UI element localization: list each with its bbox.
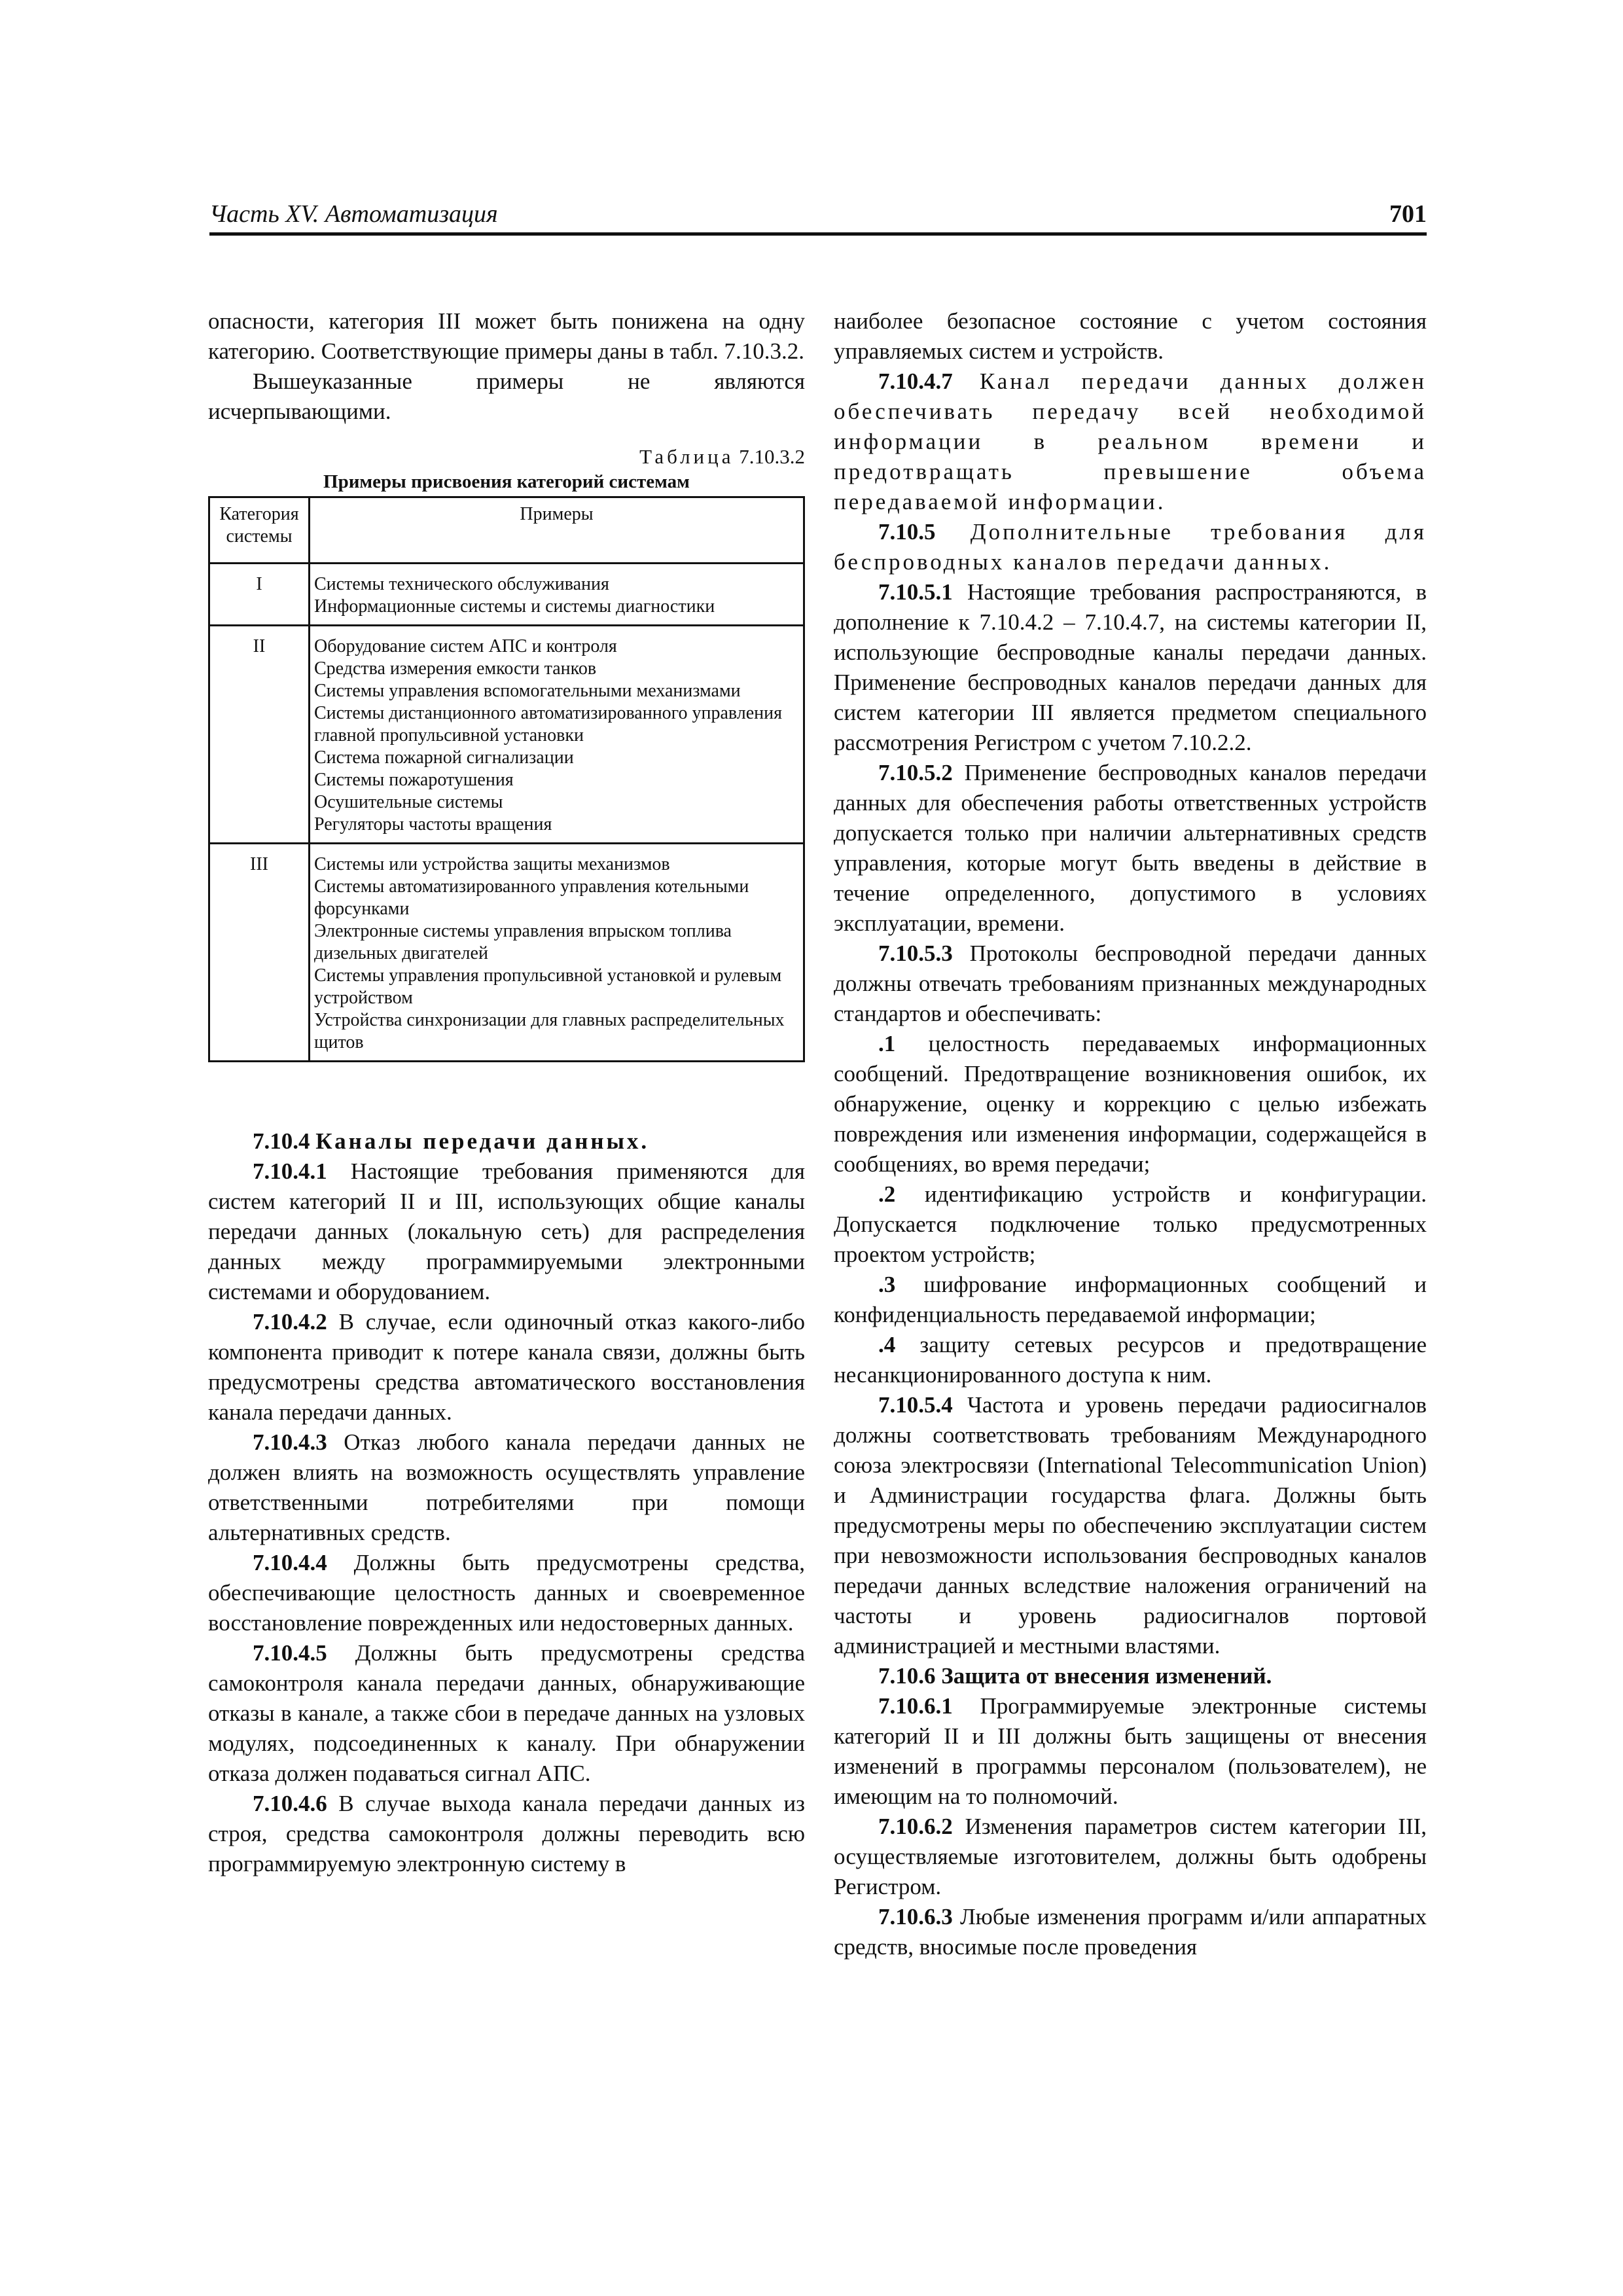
section-7-10-5-2 [834,758,1427,939]
section-7-10-5-3 [834,939,1427,1029]
item-number: .3 [878,1272,896,1297]
example-item: Системы технического обслуживания [314,574,609,594]
section-number: 7.10.4.1 [253,1158,327,1184]
section-7-10-6-3 [834,1902,1427,1962]
header-examples: Примеры [310,497,804,564]
section-number: 7.10.5.3 [878,941,953,966]
section-text: В случае выхода канала передачи данных из строя, средства самоконтроля должны переводить всю программируемую электронную систему в [208,1791,805,1876]
section-number: 7.10.4.4 [253,1550,327,1575]
example-item: Системы автоматизированного управления котельными форсунками [314,876,749,919]
section-7-10-5-4 [834,1390,1427,1661]
table-caption-label: Таблица [639,445,734,468]
section-heading-text: Защита от внесения изменений. [941,1663,1272,1689]
categories-table [208,496,805,1062]
header-category: Категория системы [209,497,310,564]
list-item [834,1270,1427,1330]
section-text: Протоколы беспроводной передачи данных должны отвечать требованиям признанных международных стандартов и обеспечивать: [834,941,1427,1026]
section-7-10-4-1 [208,1157,805,1307]
section-7-10-6-heading [834,1661,1427,1691]
section-number: 7.10.6 [878,1663,936,1689]
item-text: целостность передаваемых информационных сообщений. Предотвращение возникновения ошибок, их обнаружение, оценку и коррекцию с целью избежать повреждения или изменения информации, содержащейся в сообщениях, во время передачи; [834,1031,1427,1177]
section-text: Настоящие требования применяются для систем категорий II и III, использующих общие каналы передачи данных (локальную сеть) для распределения данных между программируемыми электронными системами и оборудованием. [208,1158,805,1304]
examples-cell [310,626,804,844]
page-number: 701 [1389,200,1427,228]
list-item [834,1179,1427,1270]
section-heading-text: Дополнительные требования для беспроводных каналов передачи данных. [834,519,1427,575]
example-item: Системы управления вспомогательными механизмами [314,681,741,701]
section-text: Программируемые электронные системы категорий II и III должны быть защищены от внесения изменений в программы персоналом (пользователем), не имеющим на то полномочий. [834,1693,1427,1809]
left-column [208,306,805,1879]
category-cell: I [209,564,310,626]
section-7-10-5-heading [834,517,1427,577]
list-item [834,1029,1427,1179]
item-number: .2 [878,1181,896,1207]
table-caption [208,444,805,470]
section-text: Канал передачи данных должен обеспечивать передачу всей необходимой информации в реальном времени и предотвращать превышение объема передаваемой информации. [834,368,1427,514]
section-7-10-4-4 [208,1548,805,1638]
example-item: Устройства синхронизации для главных распределительных щитов [314,1010,785,1052]
table-caption-number: 7.10.3.2 [739,445,805,468]
running-title: Часть XV. Автоматизация [209,200,498,228]
section-text: Отказ любого канала передачи данных не должен влиять на возможность осуществлять управление ответственными потребителями при помощи альтернативных средств. [208,1429,806,1545]
section-number: 7.10.4.6 [253,1791,327,1816]
section-7-10-4-5 [208,1638,805,1789]
continuation-paragraph: наиболее безопасное состояние с учетом состояния управляемых систем и устройств. [834,308,1427,364]
example-item: Средства измерения емкости танков [314,658,597,679]
not-exhaustive-paragraph: Вышеуказанные примеры не являются исчерпывающими. [208,368,805,424]
section-7-10-4-heading [208,1126,805,1157]
section-text: Применение беспроводных каналов передачи данных для обеспечения работы ответственных устройств допускается только при наличии альтернативных средств управления, которые могут быть введены в действие в течение определенного, допустимого в условиях эксплуатации, времени. [834,760,1427,936]
section-number: 7.10.4.3 [253,1429,327,1455]
section-number: 7.10.5.4 [878,1392,953,1418]
section-text: Изменения параметров систем категории III, осуществляемые изготовителем, должны быть одобрены Регистром. [834,1814,1427,1899]
section-number: 7.10.4.7 [878,368,953,394]
section-number: 7.10.5 [878,519,936,545]
example-item: Осушительные системы [314,792,503,812]
section-text: Должны быть предусмотрены средства, обеспечивающие целостность данных и своевременное восстановление поврежденных или недостоверных данных. [208,1550,805,1636]
example-item: Системы или устройства защиты механизмов [314,854,670,874]
category-cell: II [209,626,310,844]
table-title: Примеры присвоения категорий системам [323,471,690,492]
table-row [209,564,804,626]
example-item: Система пожарной сигнализации [314,747,574,768]
right-column [834,306,1427,1962]
example-item: Системы пожаротушения [314,770,514,790]
example-item: Регуляторы частоты вращения [314,814,552,834]
intro-paragraph: опасности, категория III может быть понижена на одну категорию. Соответствующие примеры даны в табл. 7.10.3.2. [208,308,805,364]
table-row [209,844,804,1062]
example-item: Оборудование систем АПС и контроля [314,636,617,656]
section-number: 7.10.6.3 [878,1904,953,1929]
section-number: 7.10.6.2 [878,1814,953,1839]
list-item [834,1330,1427,1390]
section-number: 7.10.5.2 [878,760,953,785]
section-number: 7.10.4.2 [253,1309,327,1335]
item-number: .1 [878,1031,896,1056]
section-text: Любые изменения программ и/или аппаратных средств, вносимые после проведения [834,1904,1427,1960]
section-number: 7.10.5.1 [878,579,953,605]
section-text: Частота и уровень передачи радиосигналов должны соответствовать требованиям Международного союза электросвязи (International Telecommunication Union) и Администрации государства флага. Должны быть предусмотрены меры по обеспечению эксплуатации систем при невозможности использования беспроводных каналов передачи данных вследствие наложения ограничений на частоты и уровень радиосигналов портовой администрацией и местными властями. [834,1392,1427,1659]
example-item: Информационные системы и системы диагностики [314,596,715,617]
section-number: 7.10.6.1 [878,1693,953,1719]
item-text: защиту сетевых ресурсов и предотвращение несанкционированного доступа к ним. [834,1332,1427,1388]
item-text: идентификацию устройств и конфигурации. Допускается подключение только предусмотренных проектом устройств; [834,1181,1427,1267]
section-text: Настоящие требования распространяются, в дополнение к 7.10.4.2 – 7.10.4.7, на системы категории II, использующие беспроводные каналы передачи данных. Применение беспроводных каналов передачи данных для систем категории III является предметом специального рассмотрения Регистром с учетом 7.10.2.2. [834,579,1427,755]
table-header-row [209,497,804,564]
example-item: Системы управления пропульсивной установкой и рулевым устройством [314,965,782,1008]
section-text: В случае, если одиночный отказ какого-либо компонента приводит к потере канала связи, должны быть предусмотрены средства автоматического восстановления канала передачи данных. [208,1309,805,1425]
section-7-10-6-2 [834,1812,1427,1902]
example-item: Электронные системы управления впрыском топлива дизельных двигателей [314,921,732,963]
section-number: 7.10.4 [253,1128,310,1154]
section-text: Должны быть предусмотрены средства самоконтроля канала передачи данных, обнаруживающие отказы в канале, а также сбои в передаче данных на узловых модулях, подсоединенных к каналу. При обнаружении отказа должен подаваться сигнал АПС. [208,1640,805,1786]
category-cell: III [209,844,310,1062]
examples-cell [310,844,804,1062]
section-heading-text: Каналы передачи данных. [315,1128,650,1154]
section-number: 7.10.4.5 [253,1640,327,1666]
section-7-10-4-7 [834,367,1427,517]
section-7-10-4-3 [208,1427,805,1548]
section-7-10-4-6 [208,1789,805,1879]
examples-cell [310,564,804,626]
section-7-10-4-2 [208,1307,805,1427]
section-7-10-6-1 [834,1691,1427,1812]
page-header [209,200,1427,236]
item-text: шифрование информационных сообщений и конфиденциальность передаваемой информации; [834,1272,1427,1327]
example-item: Системы дистанционного автоматизированного управления главной пропульсивной установки [314,703,782,745]
table-row [209,626,804,844]
item-number: .4 [878,1332,896,1357]
section-7-10-5-1 [834,577,1427,758]
